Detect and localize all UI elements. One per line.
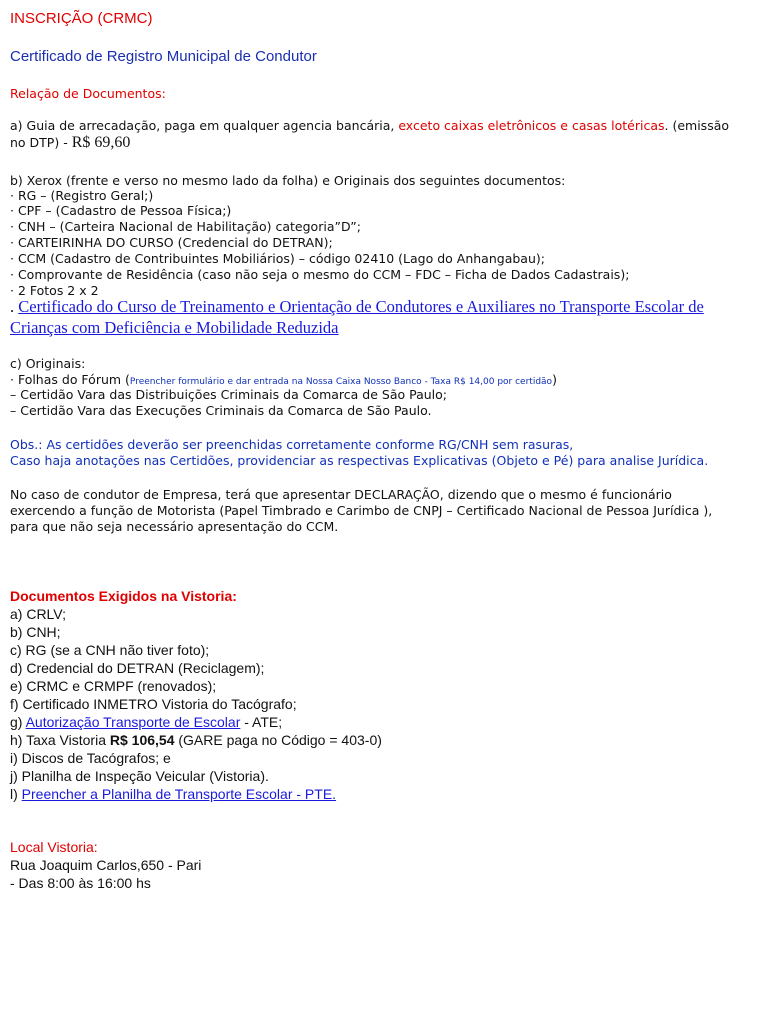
page-subtitle: Certificado de Registro Municipal de Condutor	[10, 48, 317, 65]
taxa-value: R$ 106,54	[109, 732, 175, 748]
vistoria-item-crlv: a) CRLV;	[10, 606, 67, 622]
local-hours: - Das 8:00 às 16:00 hs	[10, 875, 151, 891]
section-a-text-dtp: no DTP) -	[10, 135, 72, 150]
course-certificate-link[interactable]: Certificado do Curso de Treinamento e Orientação de Condutores e Auxiliares no Transporte Escolar de	[18, 297, 704, 316]
section-b-item-ccm: · CCM (Cadastro de Contribuintes Mobiliários) – código 02410 (Lago do Anhangabau);	[10, 251, 545, 266]
course-certificate-prefix: .	[10, 297, 19, 316]
ate-prefix: g)	[10, 714, 26, 730]
section-b-item-cpf: · CPF – (Cadastro de Pessoa Física;)	[10, 203, 232, 218]
empresa-line3: para que não seja necessário apresentação do CCM.	[10, 519, 339, 534]
local-vistoria	[10, 838, 201, 892]
section-b-intro: b) Xerox (frente e verso no mesmo lado da folha) e Originais dos seguintes documentos:	[10, 173, 566, 188]
section-a-text: a) Guia de arrecadação, paga em qualquer agencia bancária,	[10, 118, 399, 133]
section-c-item-execucoes: – Certidão Vara das Execuções Criminais da Comarca de São Paulo.	[10, 403, 432, 418]
forum-suffix: )	[552, 372, 557, 387]
course-certificate-line2	[10, 318, 339, 338]
section-a-text-end: . (emissão	[664, 118, 730, 133]
obs-line1: Obs.: As certidões deverão ser preenchidas corretamente conforme RG/CNH sem rasuras,	[10, 437, 574, 452]
vistoria-item-cnh: b) CNH;	[10, 624, 61, 640]
ate-suffix: - ATE;	[240, 714, 283, 730]
section-b-item-rg: · RG – (Registro Geral;)	[10, 188, 154, 203]
vistoria-heading: Documentos Exigidos na Vistoria:	[10, 588, 237, 604]
vistoria-item-ate	[10, 713, 382, 731]
documents-heading: Relação de Documentos:	[10, 86, 166, 101]
forum-prefix: · Folhas do Fórum (	[10, 372, 130, 387]
section-a-line2	[10, 135, 130, 150]
vistoria-item-discos: i) Discos de Tacógrafos; e	[10, 750, 171, 766]
empresa-line2: exercendo a função de Motorista (Papel Timbrado e Carimbo de CNPJ – Certificado Nacional de Pessoa Jurídica ),	[10, 503, 713, 518]
vistoria-item-pte	[10, 785, 382, 803]
local-heading: Local Vistoria:	[10, 839, 98, 855]
vistoria-item-rg: c) RG (se a CNH não tiver foto);	[10, 642, 210, 658]
vistoria-item-taxa	[10, 731, 382, 749]
pte-prefix: l)	[10, 786, 22, 802]
section-c-item-distribuicoes: – Certidão Vara das Distribuições Criminais da Comarca de São Paulo;	[10, 387, 447, 402]
page-title: INSCRIÇÃO (CRMC)	[10, 10, 153, 27]
section-b-item-fotos: · 2 Fotos 2 x 2	[10, 283, 99, 298]
ate-link[interactable]: Autorização Transporte de Escolar	[25, 714, 241, 730]
vistoria-item-crmc: e) CRMC e CRMPF (renovados);	[10, 678, 217, 694]
vistoria-list	[10, 587, 382, 803]
local-address: Rua Joaquim Carlos,650 - Pari	[10, 857, 202, 873]
course-certificate-link-cont[interactable]: Crianças com Deficiência e Mobilidade Reduzida	[10, 318, 339, 337]
section-c-intro: c) Originais:	[10, 356, 86, 371]
forum-note: Preencher formulário e dar entrada na Nossa Caixa Nosso Banco - Taxa R$ 14,00 por certidão	[129, 377, 553, 387]
section-b-item-cnh: · CNH – (Carteira Nacional de Habilitação) categoria”D”;	[10, 219, 361, 234]
vistoria-item-planilha: j) Planilha de Inspeção Veicular (Vistoria).	[10, 768, 269, 784]
pte-link[interactable]: Preencher a Planilha de Transporte Escolar - PTE.	[21, 786, 337, 802]
section-a-line1	[10, 118, 729, 133]
section-a-price: R$ 69,60	[71, 134, 131, 151]
empresa-line1: No caso de condutor de Empresa, terá que apresentar DECLARAÇÃO, dizendo que o mesmo é funcionário	[10, 487, 672, 502]
section-b-item-carteirinha: · CARTEIRINHA DO CURSO (Credencial do DETRAN);	[10, 235, 333, 250]
section-a-exception: exceto caixas eletrônicos e casas lotéricas	[398, 118, 665, 133]
course-certificate-line1	[10, 297, 704, 317]
obs-line2: Caso haja anotações nas Certidões, providenciar as respectivas Explicativas (Objeto e Pé) para analise Jurídica.	[10, 453, 709, 468]
vistoria-item-inmetro: f) Certificado INMETRO Vistoria do Tacógrafo;	[10, 696, 297, 712]
taxa-prefix: h) Taxa Vistoria	[10, 732, 110, 748]
vistoria-item-credencial: d) Credencial do DETRAN (Reciclagem);	[10, 660, 265, 676]
section-b-item-residencia: · Comprovante de Residência (caso não seja o mesmo do CCM – FDC – Ficha de Dados Cadastrais);	[10, 267, 630, 282]
taxa-suffix: (GARE paga no Código = 403-0)	[174, 732, 382, 748]
